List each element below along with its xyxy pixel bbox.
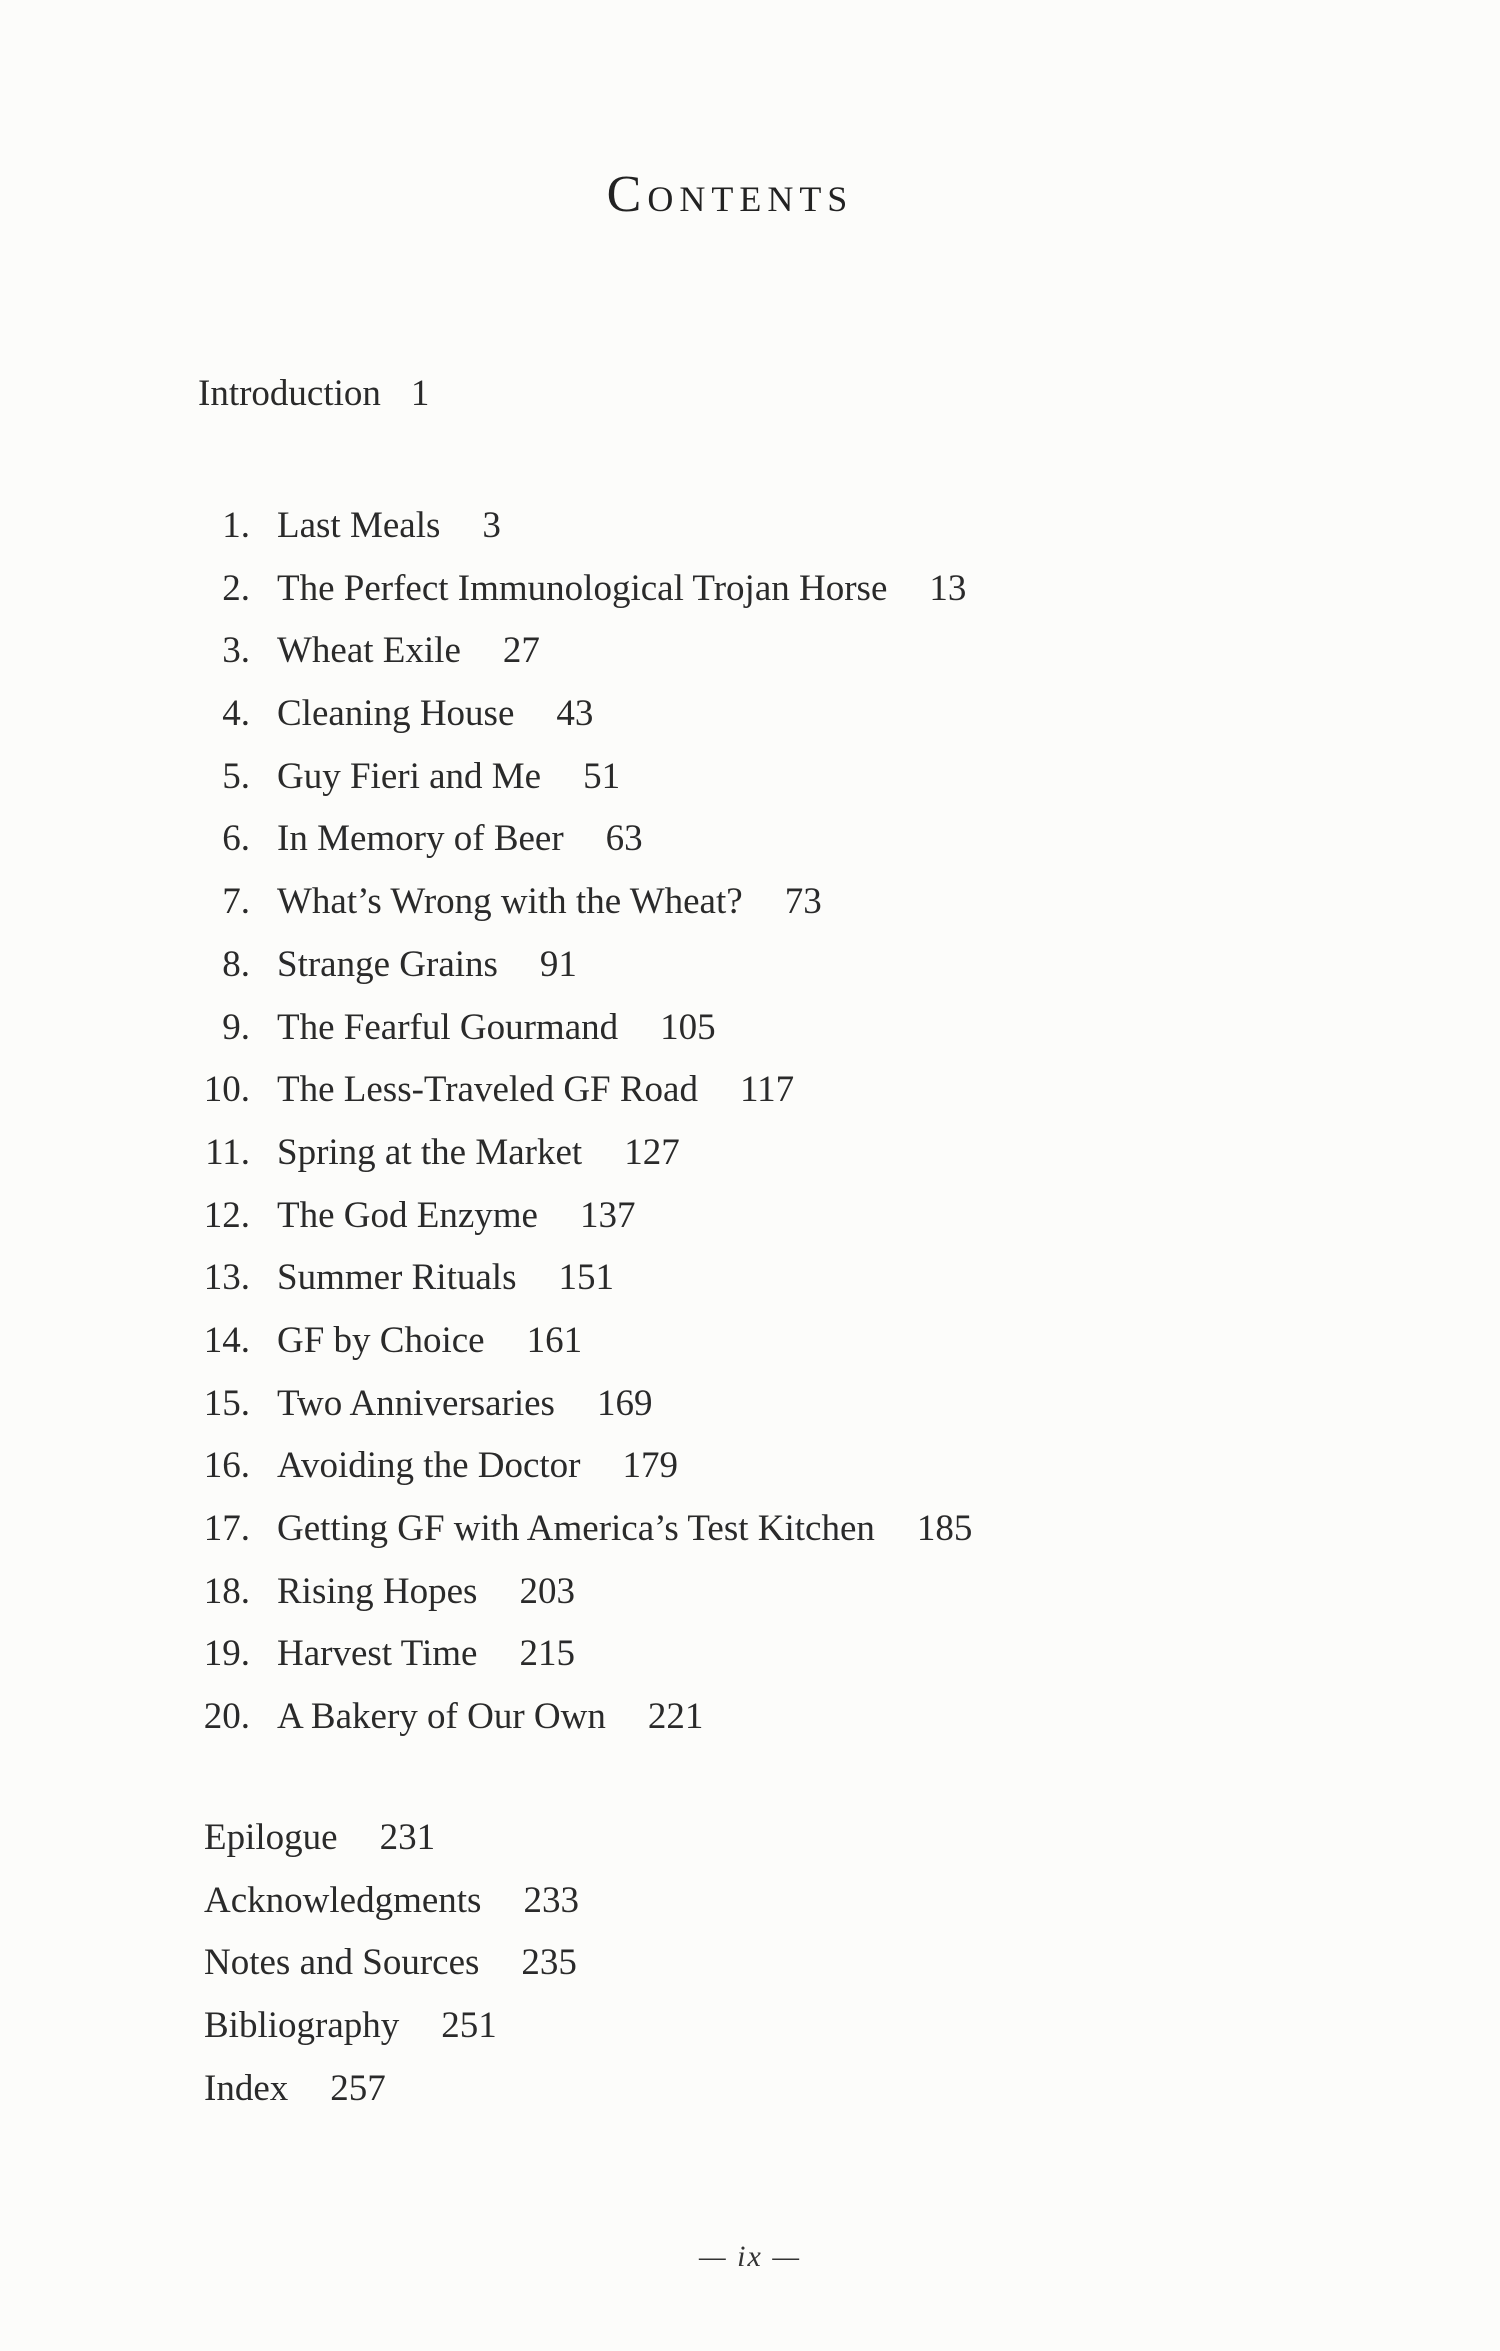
toc-entry-chapter <box>0 683 1400 746</box>
toc-entry-chapter <box>0 1686 1400 1749</box>
entry-page: 161 <box>526 1319 583 1361</box>
chapter-title-line <box>277 1373 652 1436</box>
entry-page: 185 <box>916 1508 973 1549</box>
chapter-number: 2. <box>222 567 250 609</box>
chapter-number: 17. <box>203 1508 250 1549</box>
chapter-number: 15. <box>203 1382 250 1424</box>
toc-entry-chapter <box>0 1373 1400 1436</box>
toc-entry-chapter <box>0 997 1400 1060</box>
page-title: Contents <box>606 166 854 223</box>
entry-title: Cleaning House <box>277 693 515 735</box>
toc-entry-back-matter <box>204 1932 1204 1995</box>
chapter-number: 10. <box>203 1069 250 1111</box>
entry-title: Bibliography <box>204 2005 400 2047</box>
chapter-title-line <box>277 1122 680 1185</box>
chapter-number: 16. <box>203 1445 250 1487</box>
entry-title: Strange Grains <box>277 943 498 985</box>
entry-title: Acknowledgments <box>204 1879 482 1921</box>
entry-title: Getting GF with America’s Test Kitchen <box>277 1508 875 1549</box>
entry-page: 51 <box>583 755 621 797</box>
entry-title: Two Anniversaries <box>277 1382 555 1424</box>
entry-title: Summer Rituals <box>277 1257 517 1299</box>
chapter-list <box>0 495 1400 1749</box>
chapter-title-line <box>277 746 620 809</box>
toc-entry-back-matter <box>204 1807 1204 1870</box>
chapter-title-line <box>277 1623 575 1686</box>
entry-title: Epilogue <box>204 1817 338 1858</box>
entry-page: 221 <box>647 1696 704 1738</box>
entry-page: 13 <box>929 567 967 609</box>
chapter-number: 12. <box>203 1194 250 1236</box>
toc-entry-chapter <box>0 1247 1400 1310</box>
entry-title: The Fearful Gourmand <box>277 1006 619 1048</box>
entry-page: 27 <box>502 630 540 672</box>
entry-title: Index <box>204 2067 289 2109</box>
chapter-title-line <box>277 1561 575 1624</box>
chapter-number: 1. <box>222 505 250 546</box>
back-matter-line <box>204 1870 579 1933</box>
entry-title: Harvest Time <box>277 1633 478 1675</box>
toc-entry-back-matter <box>204 1995 1204 2058</box>
entry-title: Avoiding the Doctor <box>277 1445 581 1487</box>
entry-page: 235 <box>521 1942 577 1984</box>
entry-page: 215 <box>519 1633 575 1675</box>
chapter-number: 7. <box>222 881 250 923</box>
chapter-title-line <box>277 683 593 746</box>
chapter-number: 20. <box>203 1696 250 1738</box>
chapter-title-line <box>277 1435 678 1498</box>
entry-page: 231 <box>379 1817 436 1858</box>
chapter-number: 13. <box>203 1257 250 1299</box>
entry-page: 3 <box>482 505 501 546</box>
entry-title: Wheat Exile <box>277 630 461 672</box>
entry-page: 251 <box>441 2005 497 2047</box>
chapter-number: 5. <box>222 755 250 797</box>
entry-title: The God Enzyme <box>277 1194 538 1236</box>
back-matter-line <box>204 1932 577 1995</box>
entry-page: 257 <box>330 2067 386 2109</box>
toc-entry-chapter <box>0 934 1400 997</box>
entry-page: 43 <box>556 693 594 735</box>
chapter-title-line <box>277 1498 972 1561</box>
toc-entry-introduction <box>198 372 429 415</box>
entry-title: Notes and Sources <box>204 1942 480 1984</box>
chapter-number: 9. <box>222 1006 250 1048</box>
entry-page: 105 <box>660 1006 716 1048</box>
toc-entry-chapter <box>0 1435 1400 1498</box>
chapter-title-line <box>277 997 716 1060</box>
toc-entry-chapter <box>0 1561 1400 1624</box>
chapter-number: 3. <box>222 630 250 672</box>
entry-title: Spring at the Market <box>277 1131 583 1173</box>
entry-title: Guy Fieri and Me <box>277 755 542 797</box>
back-matter-line <box>204 1995 497 2058</box>
chapter-title-line <box>277 1310 582 1373</box>
toc-entry-chapter <box>0 808 1400 871</box>
chapter-number: 8. <box>222 943 250 985</box>
chapter-title-line <box>277 1185 635 1248</box>
chapter-number: 19. <box>203 1633 250 1675</box>
back-matter-line <box>204 1807 435 1870</box>
entry-page: 151 <box>558 1257 614 1299</box>
chapter-number: 18. <box>203 1570 250 1612</box>
chapter-title-line <box>277 558 966 621</box>
entry-page: 127 <box>624 1131 680 1173</box>
back-matter-list <box>204 1807 1204 2120</box>
entry-page: 179 <box>622 1445 678 1487</box>
toc-entry-chapter <box>0 871 1400 934</box>
chapter-title-line <box>277 620 540 683</box>
entry-title: The Perfect Immunological Trojan Horse <box>277 567 888 609</box>
chapter-title-line <box>277 495 501 558</box>
chapter-number: 14. <box>203 1319 250 1361</box>
chapter-title-line <box>277 871 822 934</box>
page-number: — ix — <box>699 2240 801 2273</box>
entry-page: 137 <box>579 1194 636 1236</box>
entry-title: What’s Wrong with the Wheat? <box>277 881 743 923</box>
entry-page: 91 <box>539 943 577 985</box>
chapter-number: 4. <box>222 693 250 735</box>
chapter-title-line <box>277 808 643 871</box>
back-matter-line <box>204 2058 386 2121</box>
entry-title: Last Meals <box>277 505 441 546</box>
chapter-number: 6. <box>222 818 250 860</box>
entry-title: In Memory of Beer <box>277 818 564 860</box>
entry-title: Introduction <box>198 373 381 414</box>
toc-entry-back-matter <box>204 1870 1204 1933</box>
toc-entry-chapter <box>0 495 1400 558</box>
chapter-title-line <box>277 1686 703 1749</box>
entry-page: 233 <box>523 1879 579 1921</box>
toc-entry-chapter <box>0 620 1400 683</box>
toc-entry-chapter <box>0 1623 1400 1686</box>
entry-title: GF by Choice <box>277 1319 485 1361</box>
entry-page: 1 <box>410 373 430 414</box>
chapter-title-line <box>277 934 577 997</box>
chapter-title-line <box>277 1247 614 1310</box>
toc-entry-chapter <box>0 1122 1400 1185</box>
entry-page: 169 <box>596 1382 653 1424</box>
entry-page: 73 <box>784 881 822 923</box>
toc-entry-chapter <box>0 1059 1400 1122</box>
toc-entry-chapter <box>0 746 1400 809</box>
toc-entry-chapter <box>0 1498 1400 1561</box>
chapter-number: 11. <box>205 1131 250 1173</box>
toc-entry-chapter <box>0 558 1400 621</box>
toc-entry-chapter <box>0 1185 1400 1248</box>
toc-entry-back-matter <box>204 2058 1204 2121</box>
entry-page: 203 <box>519 1570 575 1612</box>
toc-entry-chapter <box>0 1310 1400 1373</box>
chapter-title-line <box>277 1059 794 1122</box>
entry-title: A Bakery of Our Own <box>277 1696 606 1738</box>
entry-page: 117 <box>739 1069 795 1111</box>
entry-page: 63 <box>605 818 643 860</box>
entry-title: Rising Hopes <box>277 1570 478 1612</box>
entry-title: The Less-Traveled GF Road <box>277 1069 698 1111</box>
